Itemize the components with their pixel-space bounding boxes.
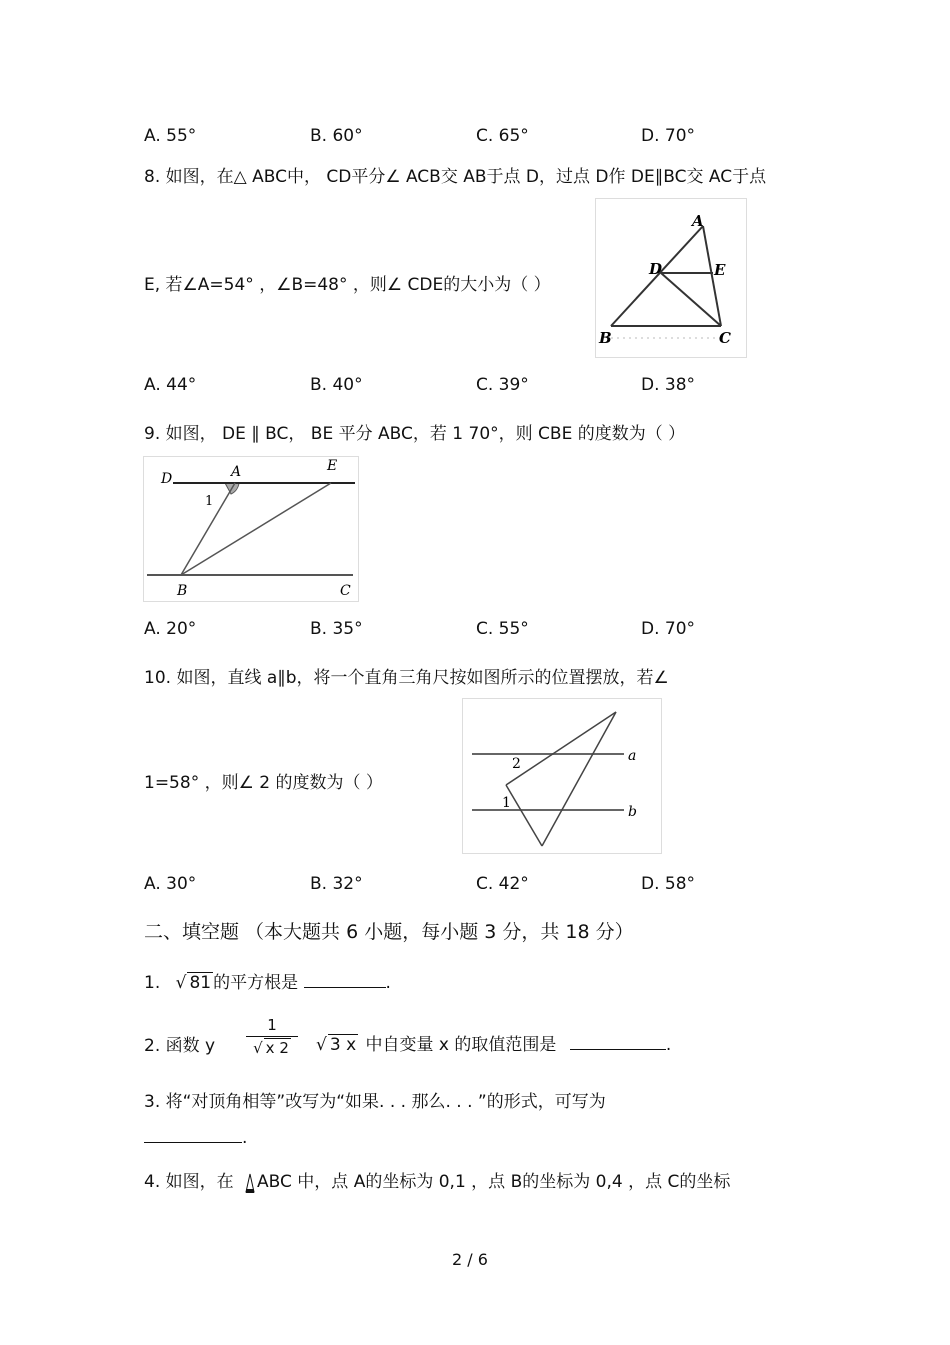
- fill-3-text: 3. 将“对顶角相等”改写为“如果. . . 那么. . . ”的形式，可写为: [144, 1092, 606, 1112]
- q9-label-e: E: [327, 458, 338, 474]
- fill-2-sqrt-term: 3 x: [329, 1035, 357, 1055]
- q10-label-angle-1: 1: [502, 795, 511, 811]
- fill-3-answer-blank[interactable]: [144, 1126, 242, 1143]
- fill-2-denominator: x 2: [265, 1039, 289, 1057]
- fill-1-end: .: [385, 973, 391, 993]
- fill-2-lead: 2. 函数 y: [144, 1036, 216, 1056]
- q8-figure: [595, 198, 747, 358]
- fill-2-end: .: [665, 1035, 672, 1055]
- q8-option-d: D. 38°: [641, 375, 696, 395]
- q10-set-square-edge2: [506, 785, 542, 846]
- q8-label-a: A: [692, 212, 704, 230]
- q9-label-d: D: [161, 471, 173, 487]
- q9-segment-be: [181, 483, 331, 575]
- q10-option-c: C. 42°: [476, 874, 529, 894]
- triangle-symbol-icon: [245, 1173, 255, 1191]
- fill-1-sqrt-sign: √: [175, 973, 187, 993]
- q10-figure: [462, 698, 662, 854]
- fill-2-rest: [316, 1030, 671, 1055]
- q9-figure: [143, 456, 359, 602]
- q10-label-a: a: [628, 748, 637, 764]
- q8-label-e: E: [714, 261, 726, 279]
- q10-stem-line2: 1=58° ，则∠ 2 的度数为（ ）: [144, 773, 383, 793]
- q9-stem: 9. 如图， DE ∥ BC， BE 平分 ABC，若 1 70°，则 CBE 的度数为（ ）: [144, 424, 686, 444]
- q10-stem-line1: 10. 如图，直线 a∥b，将一个直角三角尺按如图所示的位置摆放，若∠: [144, 668, 669, 688]
- q10-label-angle-2: 2: [512, 756, 521, 772]
- fill-2-numerator: 1: [267, 1016, 277, 1034]
- q9-option-b: B. 35°: [310, 619, 363, 639]
- fill-2-answer-blank[interactable]: [570, 1033, 666, 1050]
- q10-set-square-edge1: [506, 712, 616, 785]
- q10-option-b: B. 32°: [310, 874, 363, 894]
- q9-option-d: D. 70°: [641, 619, 696, 639]
- q8-triangle-diagram: [595, 198, 747, 358]
- q8-option-b: B. 40°: [310, 375, 363, 395]
- fill-3-end: .: [242, 1128, 248, 1148]
- q10-option-d: D. 58°: [641, 874, 696, 894]
- q7-option-d: D. 70°: [641, 126, 696, 146]
- q9-label-a: A: [231, 464, 242, 480]
- q9-option-c: C. 55°: [476, 619, 529, 639]
- fill-1-radicand: 81: [189, 973, 212, 993]
- page-number: 2 / 6: [452, 1250, 488, 1269]
- q8-option-c: C. 39°: [476, 375, 529, 395]
- fill-3-answer: [144, 1126, 247, 1148]
- q10-set-square-diagram: [462, 698, 662, 854]
- q7-option-c: C. 65°: [476, 126, 529, 146]
- fill-2-text: 中自变量 x 的取值范围是: [365, 1035, 557, 1055]
- q8-option-a: A. 44°: [144, 375, 197, 395]
- q9-parallel-lines-diagram: [143, 456, 359, 602]
- q9-option-a: A. 20°: [144, 619, 197, 639]
- fill-1-number: 1.: [144, 973, 161, 993]
- fill-1-text: 的平方根是: [213, 973, 299, 993]
- q7-option-a: A. 55°: [144, 126, 197, 146]
- fill-1-answer-blank[interactable]: [304, 971, 386, 988]
- q10-label-b: b: [628, 804, 637, 820]
- fill-2-fraction: [246, 1016, 298, 1057]
- q8-stem-line2: E, 若∠A=54° ，∠B=48° ，则∠ CDE的大小为（ ）: [144, 275, 551, 295]
- fill-2-denominator-sqrt-sign: √: [253, 1039, 263, 1057]
- section-2-title: 二、填空题 （本大题共 6 小题，每小题 3 分，共 18 分）: [144, 921, 634, 943]
- fill-4-text-a: 4. 如图，在: [144, 1172, 234, 1192]
- fill-2-sqrt-sign: √: [316, 1035, 327, 1055]
- fill-4: [144, 1167, 730, 1192]
- fill-4-text-b: ABC 中，点 A的坐标为 0,1 ，点 B的坐标为 0,4 ，点 C的坐标: [257, 1172, 731, 1192]
- q9-label-angle-1: 1: [205, 494, 214, 509]
- q8-stem-line1: 8. 如图，在△ ABC中， CD平分∠ ACB交 AB于点 D，过点 D作 DE∥BC交 AC于点: [144, 167, 767, 187]
- fill-1: [144, 968, 391, 993]
- q10-set-square-edge3: [542, 712, 616, 846]
- q9-label-c: C: [340, 583, 351, 599]
- q7-option-b: B. 60°: [310, 126, 363, 146]
- q8-label-d: D: [649, 260, 663, 278]
- q10-option-a: A. 30°: [144, 874, 197, 894]
- q8-label-c: C: [719, 329, 731, 347]
- q8-label-b: B: [599, 329, 612, 347]
- q9-label-b: B: [177, 583, 188, 599]
